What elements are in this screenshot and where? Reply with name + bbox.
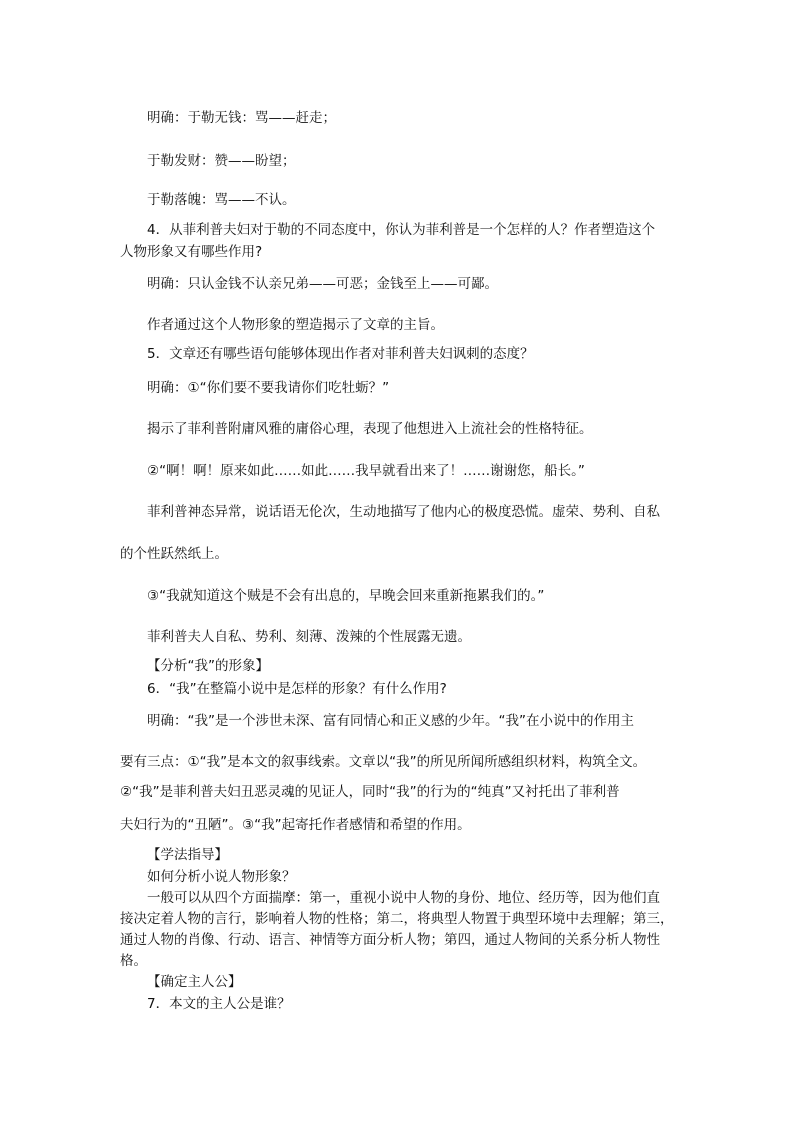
text-line: 通过人物的肖像、行动、语言、神情等方面分析人物；第四，通过人物间的关系分析人物性 (120, 932, 660, 948)
text-line: 菲利普神态异常，说话语无伦次，生动地描写了他内心的极度恐慌。虚荣、势利、自私 (147, 504, 660, 520)
text-line: 4．从菲利普夫妇对于勒的不同态度中，你认为菲利普是一个怎样的人？作者塑造这个 (147, 222, 656, 238)
text-line: 的个性跃然纸上。 (120, 546, 228, 562)
text-line: 于勒发财：赞——盼望； (147, 153, 296, 169)
text-line: 明确：于勒无钱：骂——赶走； (147, 110, 336, 126)
section-heading: 【分析“我”的形象】 (147, 658, 269, 674)
text-line: 接决定着人物的言行，影响着人物的性格；第二，将典型人物置于典型环境中去理解；第三， (120, 911, 674, 927)
text-line: 如何分析小说人物形象？ (147, 869, 296, 885)
text-line: 要有三点：①“我”是本文的叙事线索。文章以“我”的所见所闻所感组织材料，构筑全文。 (120, 754, 647, 770)
text-line: 作者通过这个人物形象的塑造揭示了文章的主旨。 (147, 317, 444, 333)
text-line: 一般可以从四个方面揣摩：第一，重视小说中人物的身份、地位、经历等，因为他们直 (147, 890, 660, 906)
text-line: ②“啊！啊！原来如此……如此……我早就看出来了！……谢谢您，船长。” (147, 463, 585, 479)
text-line: ②“我”是菲利普夫妇丑恶灵魂的见证人，同时“我”的行为的“纯真”又衬托出了菲利普 (120, 784, 620, 800)
text-line: 6．“我”在整篇小说中是怎样的形象？有什么作用? (147, 681, 447, 697)
section-heading: 【学法指导】 (147, 847, 228, 863)
text-line: 明确：①“你们要不要我请你们吃牡蛎？” (147, 380, 390, 396)
text-line: 5．文章还有哪些语句能够体现出作者对菲利普夫妇讽刺的态度？ (147, 346, 534, 362)
text-line: 菲利普夫人自私、势利、刻薄、泼辣的个性展露无遗。 (147, 629, 471, 645)
text-line: 明确：“我”是一个涉世未深、富有同情心和正义感的少年。“我”在小说中的作用主 (147, 713, 634, 729)
text-line: 于勒落魄：骂——不认。 (147, 192, 296, 208)
text-line: 7．本文的主人公是谁？ (147, 996, 291, 1012)
text-line: 夫妇行为的“丑陋”。③“我”起寄托作者感情和希望的作用。 (120, 817, 471, 833)
text-line: ③“我就知道这个贼是不会有出息的，早晚会回来重新拖累我们的。” (147, 588, 545, 604)
section-heading: 【确定主人公】 (147, 974, 242, 990)
text-line: 揭示了菲利普附庸风雅的庸俗心理，表现了他想进入上流社会的性格特征。 (147, 421, 593, 437)
text-line: 明确：只认金钱不认亲兄弟——可恶；金钱至上——可鄙。 (147, 276, 498, 292)
text-line: 人物形象又有哪些作用? (120, 244, 263, 260)
text-line: 格。 (120, 953, 147, 969)
